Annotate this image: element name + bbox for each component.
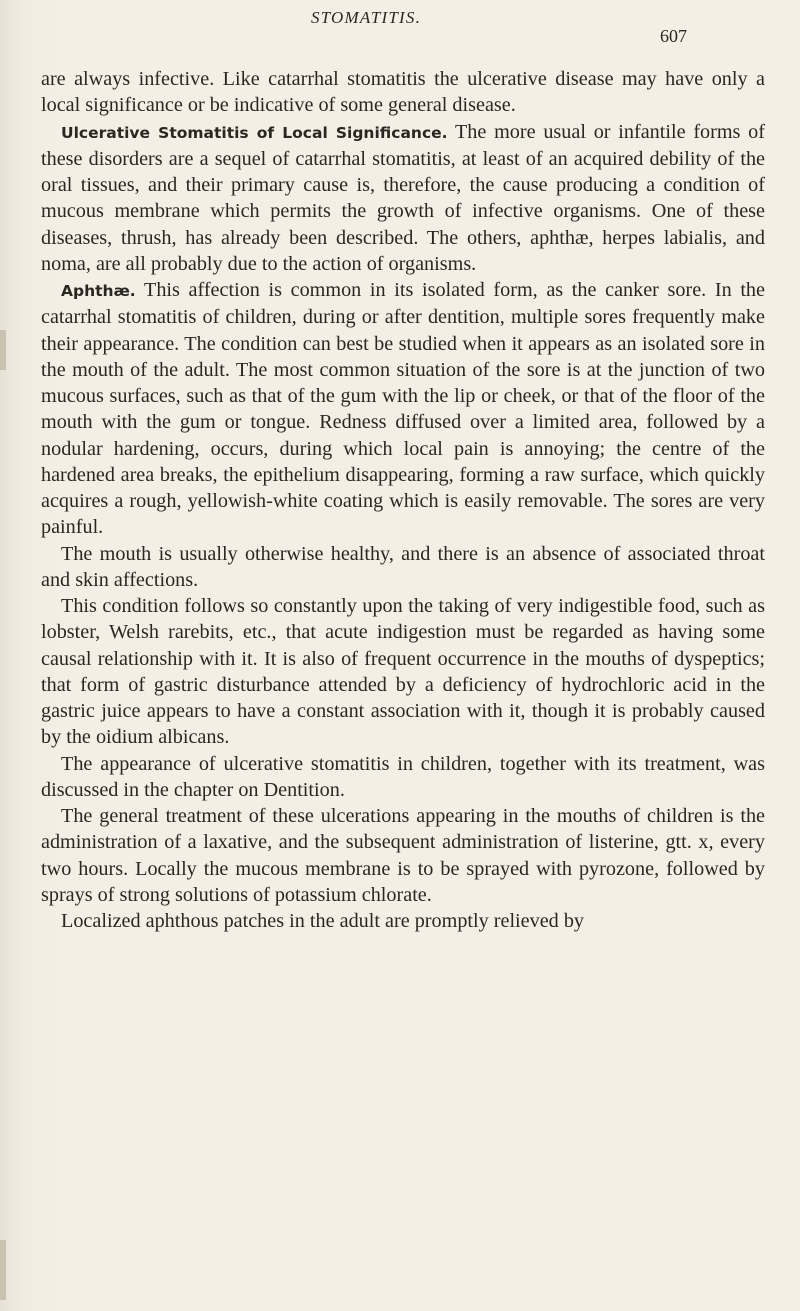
paragraph <box>41 277 765 541</box>
paragraph <box>41 593 765 751</box>
paragraph <box>41 541 765 594</box>
paragraph-text: This condition follows so constantly upon the taking of very indigestible food, such as lobster, Welsh rarebits, etc., that acute indigestion must be regarded as having some causal relationship with it. It is also of frequent occurrence in the mouths of dyspeptics; that form of gastric disturbance attended by a deficiency of hydrochloric acid in the gastric juice appears to have a constant association with it, though it is probably caused by the oidium albicans. <box>41 595 765 749</box>
page-edge-mark <box>0 330 6 370</box>
page-number: 607 <box>660 26 687 46</box>
running-title: STOMATITIS. <box>311 8 422 27</box>
paragraph <box>41 751 765 804</box>
body-text <box>41 66 765 934</box>
paragraph <box>41 119 765 278</box>
section-heading: Aphthæ. <box>61 282 136 300</box>
section-heading: Ulcerative Stomatitis of Local Significance. <box>61 123 448 142</box>
paragraph <box>41 66 765 119</box>
paragraph-text: This affection is common in its isolated form, as the canker sore. In the catarrhal stomatitis of children, during or after dentition, multiple sores frequently make their appearance. The condition can best be studied when it appears as an isolated sore in the mouth of the adult. The most common situation of the sore is at the junction of two mucous surfaces, such as that of the gum with the lip or cheek, or that of the floor of the mouth with the gum or tongue. Redness diffused over a limited area, followed by a nodular hardening, occurs, during which local pain is annoying; the centre of the hardened area breaks, the epithelium disappearing, forming a raw surface, which quickly acquires a rough, yellowish-white coating which is easily removable. The sores are very painful. <box>41 279 765 539</box>
paragraph-text: are always infective. Like catarrhal stomatitis the ulcerative disease may have only a local significance or be indicative of some general disease. <box>41 68 765 117</box>
paragraph-text: The mouth is usually otherwise healthy, and there is an absence of associated throat and skin affections. <box>41 542 765 591</box>
paragraph <box>41 803 765 908</box>
page-edge-mark <box>0 1240 6 1300</box>
paragraph <box>41 908 765 934</box>
paragraph-text: Localized aphthous patches in the adult are promptly relieved by <box>61 910 585 932</box>
paragraph-text: The more usual or infantile forms of these disorders are a sequel of catarrhal stomatitis, at least of an acquired debility of the oral tissues, and their primary cause is, therefore, the cause producing a condition of mucous membrane which permits the growth of infective organisms. One of these diseases, thrush, has already been described. The others, aphthæ, herpes labialis, and noma, are all probably due to the action of organisms. <box>41 120 765 275</box>
paragraph-text: The general treatment of these ulcerations appearing in the mouths of children is the administration of a laxative, and the subsequent administration of listerine, gtt. x, every two hours. Locally the mucous membrane is to be sprayed with pyrozone, followed by sprays of strong solutions of potassium chlorate. <box>41 805 765 906</box>
paragraph-text: The appearance of ulcerative stomatitis in children, together with its treatment, was discussed in the chapter on Dentition. <box>41 752 765 801</box>
